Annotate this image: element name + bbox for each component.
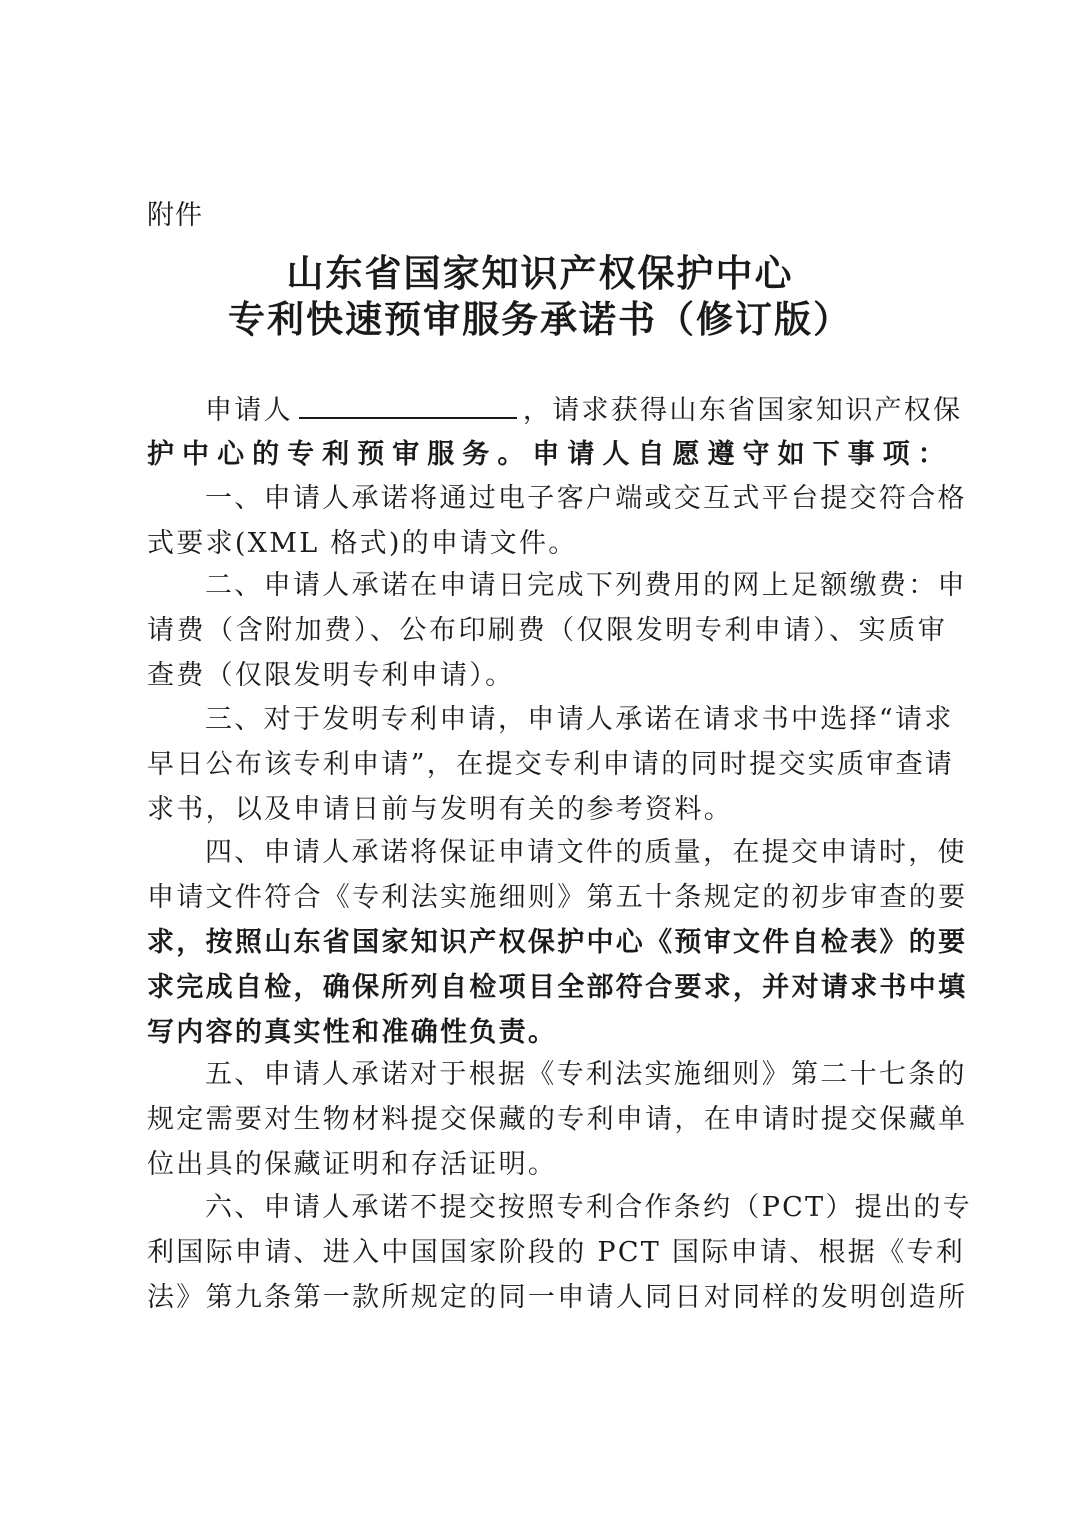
document-title-line-1: 山东省国家知识产权保护中心 <box>286 251 794 295</box>
item-1-line-1: 一、申请人承诺将通过电子客户端或交互式平台提交符合格 <box>205 483 967 514</box>
commitment-item-4 <box>147 830 968 1055</box>
item-6-line-1: 六、申请人承诺不提交按照专利合作条约（PCT）提出的专 <box>205 1192 972 1223</box>
intro-line-1-rest: ，请求获得山东省国家知识产权保 <box>522 395 963 426</box>
item-5-line-2: 规定需要对生物材料提交保藏的专利申请，在申请时提交保藏单 <box>147 1104 968 1135</box>
item-4-line-5: 写内容的真实性和准确性负责。 <box>147 1017 558 1048</box>
item-3-line-2: 早日公布该专利申请”，在提交专利申请的同时提交实质审查请 <box>147 749 955 780</box>
attachment-label: 附件 <box>147 200 203 231</box>
applicant-name-blank <box>299 387 517 419</box>
item-5-line-1: 五、申请人承诺对于根据《专利法实施细则》第二十七条的 <box>205 1059 967 1090</box>
applicant-label: 申请人 <box>205 395 293 426</box>
item-1-line-2: 式要求(XML 格式)的申请文件。 <box>147 528 578 559</box>
document-title-line-2: 专利快速预审服务承诺书（修订版） <box>228 297 852 341</box>
item-4-line-1: 四、申请人承诺将保证申请文件的质量，在提交申请时，使 <box>205 837 967 868</box>
commitment-item-5 <box>147 1052 968 1187</box>
item-4-line-3: 求，按照山东省国家知识产权保护中心《预审文件自检表》的要 <box>147 927 968 958</box>
intro-line-1 <box>147 387 963 432</box>
item-4-line-4: 求完成自检，确保所列自检项目全部符合要求，并对请求书中填 <box>147 972 968 1003</box>
item-4-line-2: 申请文件符合《专利法实施细则》第五十条规定的初步审查的要 <box>147 882 968 913</box>
item-3-line-1: 三、对于发明专利申请，申请人承诺在请求书中选择“请求 <box>205 704 954 735</box>
item-6-line-3: 法》第九条第一款所规定的同一申请人同日对同样的发明创造所 <box>147 1282 968 1313</box>
item-3-line-3: 求书，以及申请日前与发明有关的参考资料。 <box>147 794 733 825</box>
commitment-item-6 <box>147 1185 972 1320</box>
intro-paragraph <box>147 387 963 477</box>
item-6-line-2: 利国际申请、进入中国国家阶段的 PCT 国际申请、根据《专利 <box>147 1237 965 1268</box>
intro-line-2: 护中心的专利预审服务。申请人自愿遵守如下事项： <box>147 439 947 470</box>
item-2-line-2: 请费（含附加费）、公布印刷费（仅限发明专利申请）、实质审 <box>147 615 947 646</box>
commitment-item-1 <box>147 476 967 566</box>
commitment-item-3 <box>147 697 955 832</box>
commitment-item-2 <box>147 563 967 698</box>
item-5-line-3: 位出具的保藏证明和存活证明。 <box>147 1149 558 1180</box>
item-2-line-1: 二、申请人承诺在申请日完成下列费用的网上足额缴费：申 <box>205 570 967 601</box>
item-2-line-3: 查费（仅限发明专利申请）。 <box>147 660 515 691</box>
